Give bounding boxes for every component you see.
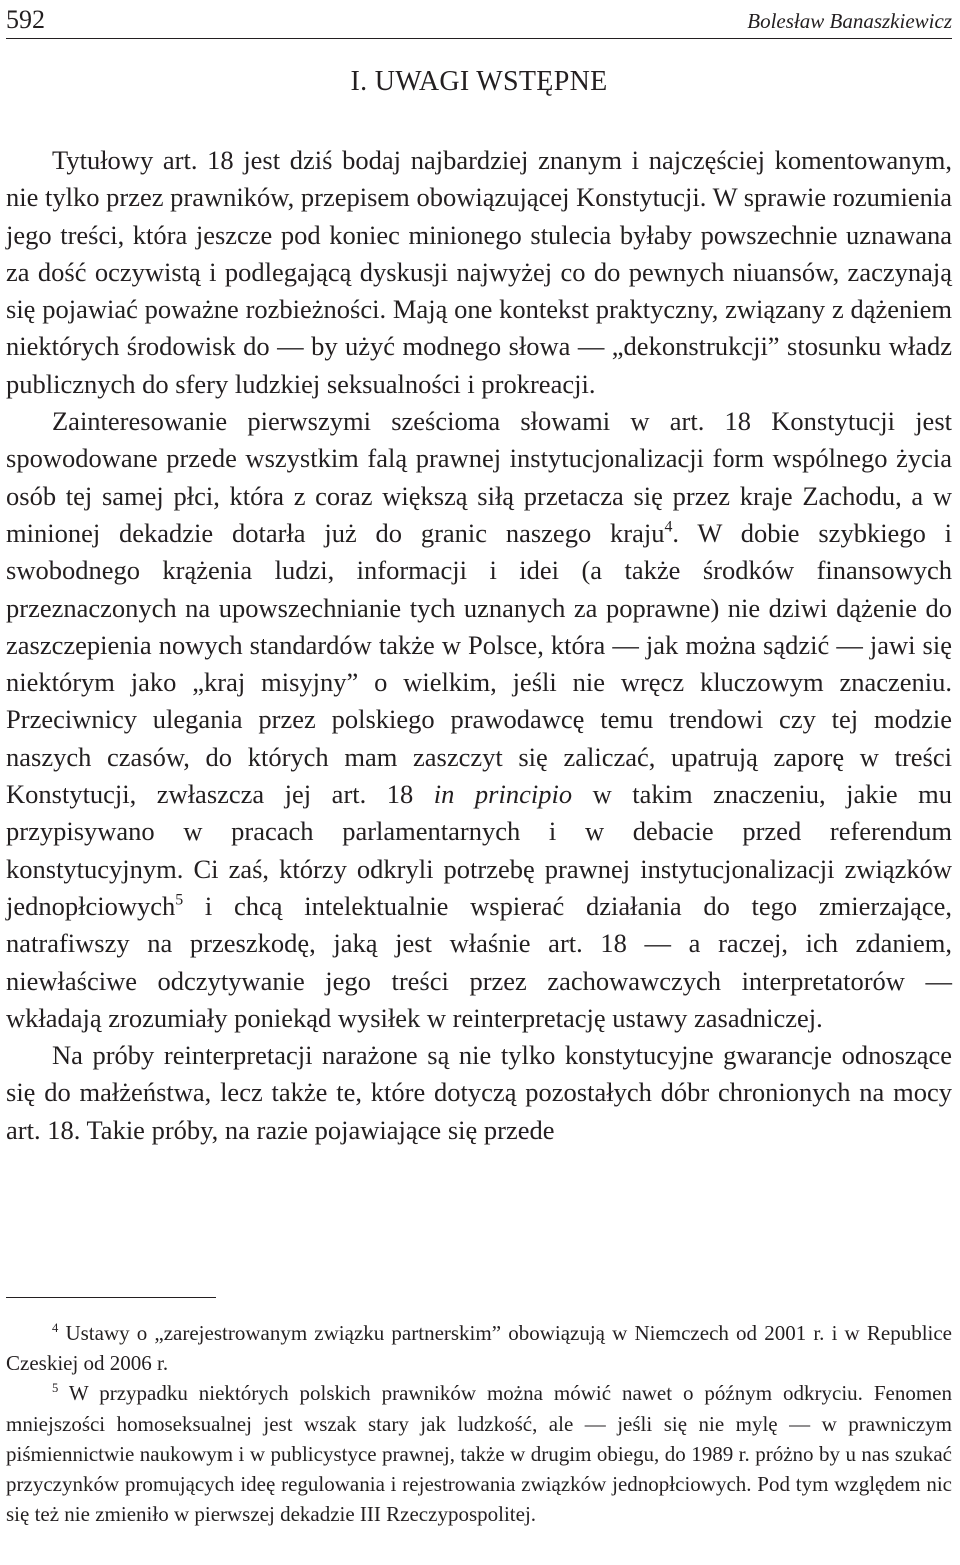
- latin-phrase: in principio: [433, 779, 573, 810]
- footnotes: [6, 1318, 952, 1529]
- paragraph-1: Tytułowy art. 18 jest dziś bodaj najbardziej znanym i najczęściej komentowanym, nie tylko przez prawników, przepisem obowiązującej Konstytucji. W sprawie rozumienia jego treści, która jeszcze pod koniec minionego stulecia byłaby powszechnie uznawana za dość oczywistą i podlegającą dyskusji najwyżej co do pewnych niuansów, zaczynają się pojawiać poważne rozbieżności. Mają one kontekst praktyczny, związany z dążeniem niektórych środowisk do — by użyć modnego słowa — „dekonstrukcji” stosunku władz publicznych do sfery ludzkiej seksualności i prokreacji.: [6, 145, 952, 399]
- footnote-number: 5: [52, 1381, 59, 1396]
- footnote-text: Ustawy o „zarejestrowanym związku partnerskim” obowiązują w Niemczech od 2001 r. i w Republice Czeskiej od 2006 r.: [6, 1321, 953, 1376]
- body-text: [6, 142, 952, 1149]
- footnote-4: [6, 1318, 952, 1378]
- footnote-ref-5[interactable]: 5: [175, 891, 184, 909]
- paragraph-2-part-c: w takim znaczeniu, jakie mu przypisywano w pracach parlamentarnych i w debacie przed referendum konstytucyjnym. Ci zaś, którzy odkryli potrzebę prawnej instytucjonalizacji związków jednopłciowych: [6, 779, 953, 921]
- paragraph-2-part-d: i chcą intelektualnie wspierać działania do tego zmierzające, natrafiwszy na przeszkodę, jaką jest właśnie art. 18 — a raczej, ich zdaniem, niewłaściwe odczytywanie jego treści przez zachowawczych interpretatorów — wkładają zrozumiały poniekąd wysiłek w reinterpretację ustawy zasadniczej.: [6, 890, 952, 1033]
- paragraph-3: Na próby reinterpretacji narażone są nie tylko konstytucyjne gwarancje odnoszące się do małżeństwa, lecz także te, które dotyczą pozostałych dóbr chronionych na mocy art. 18. Takie próby, na razie pojawiające się przede: [6, 1040, 952, 1145]
- document-page: [6, 0, 952, 1565]
- paragraph-2-part-a: Zainteresowanie pierwszymi sześcioma słowami w art. 18 Konstytucji jest spowodowane przede wszystkim falą prawnej instytucjonalizacji form wspólnego życia osób tej samej płci, która z coraz większą siłą przetacza się przez kraje Zachodu, a w minionej dekadzie dotarła już do granic naszego kraju: [6, 406, 952, 548]
- footnote-ref-4[interactable]: 4: [664, 518, 673, 536]
- running-head-author: Bolesław Banaszkiewicz: [747, 9, 952, 33]
- footnote-text: W przypadku niektórych polskich prawników można mówić nawet o późnym odkryciu. Fenomen mniejszości homoseksualnej jest wszak stary jak ludzkość, ale — jeśli się nie mylę — w prawniczym piśmiennictwie naukowym i w publicystyce prawnej, także w drugim obiegu, do 1989 r. próżno by u nas szukać przyczynków promujących ideę regulowania i rejestrowania związków jednopłciowych. Pod tym względem nic się też nie zmieniło w pierwszej dekadzie III Rzeczypospolitej.: [6, 1381, 952, 1527]
- footnote-5: [6, 1378, 952, 1529]
- paragraph-2: [6, 403, 952, 1037]
- footnote-number: 4: [52, 1320, 59, 1335]
- section-heading: I. UWAGI WSTĘPNE: [350, 66, 608, 97]
- running-header: [6, 6, 952, 39]
- page-number: 592: [6, 5, 45, 34]
- footnote-divider: [6, 1297, 216, 1298]
- paragraph-2-part-b: . W dobie szybkiego i swobodnego krążenia ludzi, informacji i idei (a także środków finansowych przeznaczonych na upowszechnianie tych uznanych za poprawne) nie dziwi dążenie do zaszczepienia nowych standardów także w Polsce, która — jak można sądzić — jawi się niektórym jako „kraj misyjny” o wielkim, jeśli nie wręcz kluczowym znaczeniu. Przeciwnicy ulegania przez polskiego prawodawcę temu trendowi czy tej modzie naszych czasów, do których mam zaszczyt się zaliczać, upatrują zaporę w treści Konstytucji, zwłaszcza jej art. 18: [6, 517, 952, 810]
